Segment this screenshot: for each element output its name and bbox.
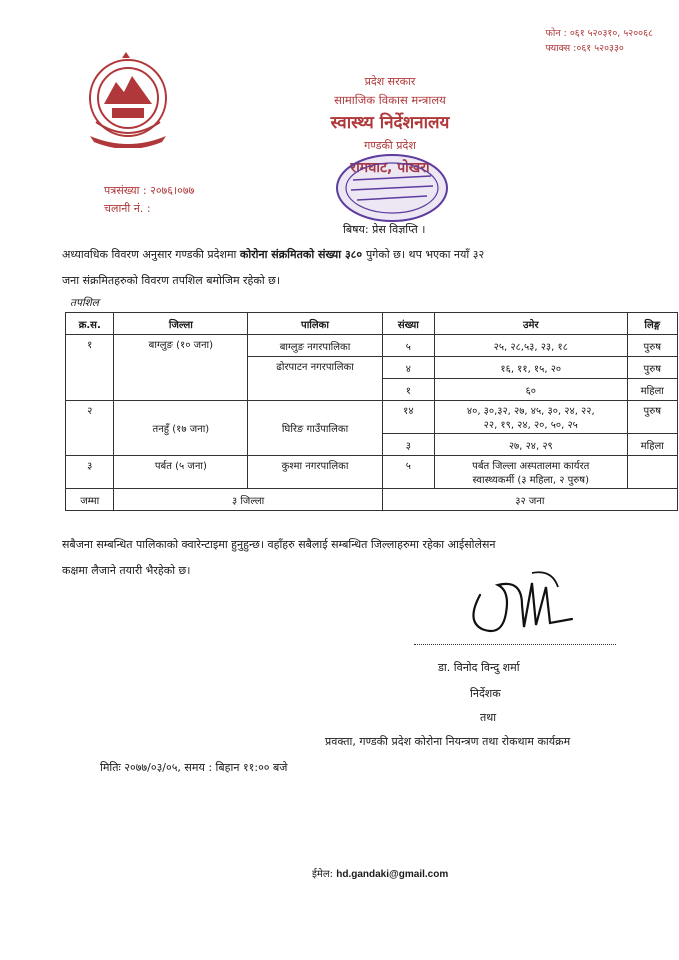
signature-icon: [462, 565, 582, 640]
cell-palika: कुश्मा नगरपालिका: [248, 456, 382, 489]
age-line: ४०, ३०,३२, २७, ४५, ३०, २४, २२,: [466, 406, 595, 417]
email-line: [312, 866, 448, 880]
date-time: मितिः २०७७/०३/०५, समय : बिहान ११:०० बजे: [100, 761, 288, 774]
col-district: जिल्ला: [114, 313, 248, 335]
cell-count: १: [382, 379, 434, 401]
patra-sankhya: पत्रसंख्या : २०७६।०७७: [104, 184, 195, 197]
cases-table: [65, 312, 678, 511]
header-line-1: प्रदेश सरकार: [364, 75, 416, 88]
cell-age: २७, २४, २९: [435, 434, 628, 456]
cell-count: १४: [382, 401, 434, 434]
signatory-role: प्रवक्ता, गण्डकी प्रदेश कोरोना नियन्त्रण तथा रोकथाम कार्यक्रम: [325, 735, 571, 748]
age-line: स्वास्थ्यकर्मी (३ महिला, २ पुरुष): [472, 475, 589, 486]
signatory-title: निर्देशक: [470, 687, 501, 700]
intro-paragraph-line-2: जना संक्रमितहरुको विवरण तपशिल बमोजिम रहेको छ।: [62, 274, 281, 287]
fax-text: फ्याक्स :०६१ ५२०३३०: [545, 43, 624, 54]
email-address: hd.gandaki@gmail.com: [336, 869, 449, 880]
table-row: [66, 401, 678, 434]
header-line-4: गण्डकी प्रदेश: [364, 139, 416, 152]
header-line-3: स्वास्थ्य निर्देशनालय: [330, 113, 450, 133]
email-label: ईमेल:: [312, 869, 334, 880]
col-palika: पालिका: [248, 313, 382, 335]
closing-paragraph-line-2: कक्षमा लैजाने तयारी भैरहेको छ।: [62, 564, 191, 577]
table-row: [66, 456, 678, 489]
signatory-name: डा. विनोद विन्दु शर्मा: [438, 661, 520, 674]
cell-palika: बाग्लुङ नगरपालिका: [248, 335, 382, 357]
cell-sex: [627, 456, 677, 489]
chalani-number: चलानी नं. :: [104, 202, 151, 215]
cell-count: ३: [382, 434, 434, 456]
cell-age: ६०: [435, 379, 628, 401]
table-row: [66, 335, 678, 357]
table-header-row: [66, 313, 678, 335]
cell-sex: पुरुष: [627, 357, 677, 379]
cell-sex: पुरुष: [627, 335, 677, 357]
cell-count: ५: [382, 456, 434, 489]
contact-block: [546, 26, 653, 56]
cell-age: [435, 401, 628, 434]
cell-sex: महिला: [627, 379, 677, 401]
cell-palika: ढोरपाटन नगरपालिका: [248, 357, 382, 401]
cell-sex: महिला: [627, 434, 677, 456]
signatory-tatha: तथा: [480, 711, 497, 724]
cell-sn: ३: [66, 456, 114, 489]
cell-age: २५, २८,५३, २३, १८: [435, 335, 628, 357]
cell-age: १६, ११, १५, २०: [435, 357, 628, 379]
intro-paragraph-line-1: [62, 242, 662, 268]
col-count: संख्या: [382, 313, 434, 335]
reference-block: [104, 182, 194, 218]
cell-total-count: ३२ जना: [382, 489, 677, 511]
cell-age: [435, 456, 628, 489]
signature-line: [414, 643, 616, 645]
cell-sex: पुरुष: [627, 401, 677, 434]
cell-count: ५: [382, 335, 434, 357]
office-stamp-icon: [333, 150, 451, 226]
cell-district: पर्बत (५ जना): [114, 456, 248, 489]
cell-district: बाग्लुङ (१० जना): [114, 335, 248, 401]
cell-total-districts: ३ जिल्ला: [114, 489, 382, 511]
tapasil-label: तपशिल: [70, 297, 99, 309]
intro-plain: अध्यावधिक विवरण अनुसार गण्डकी प्रदेशमा: [62, 248, 240, 261]
cell-total-label: जम्मा: [66, 489, 114, 511]
cell-district: तनहुँ (१७ जना): [114, 401, 248, 456]
cell-palika: घिरिङ गाउँपालिका: [248, 401, 382, 456]
cell-count: ४: [382, 357, 434, 379]
cell-sn: १: [66, 335, 114, 401]
col-age: उमेर: [435, 313, 628, 335]
age-line: पर्बत जिल्ला अस्पतालमा कार्यरत: [472, 461, 590, 472]
col-sn: क्र.स.: [66, 313, 114, 335]
intro-bold: कोरोना संक्रमितको संख्या ३८०: [239, 248, 366, 261]
cell-sn: २: [66, 401, 114, 456]
col-sex: लिङ्ग: [627, 313, 677, 335]
subject-line: बिषय: प्रेस विज्ञप्ति ।: [343, 223, 426, 236]
phone-text: फोन : ०६१ ५२०३१०, ५२००६८: [545, 28, 653, 39]
age-line: २२, १९, २४, २०, ५०, २५: [483, 420, 578, 431]
intro-rest: पुगेको छ। थप भएका नयाँ ३२: [365, 248, 485, 261]
government-emblem-icon: [82, 52, 174, 148]
closing-paragraph-line-1: सबैजना सम्बन्धित पालिकाको क्वारेन्टाइमा हुनुहुन्छ। वहाँहरु सबैलाई सम्बन्धित जिल्लाहरुमा रहेका आईसोलेसन: [62, 538, 496, 551]
header-line-2: सामाजिक विकास मन्त्रालय: [334, 93, 446, 107]
table-total-row: [66, 489, 678, 511]
